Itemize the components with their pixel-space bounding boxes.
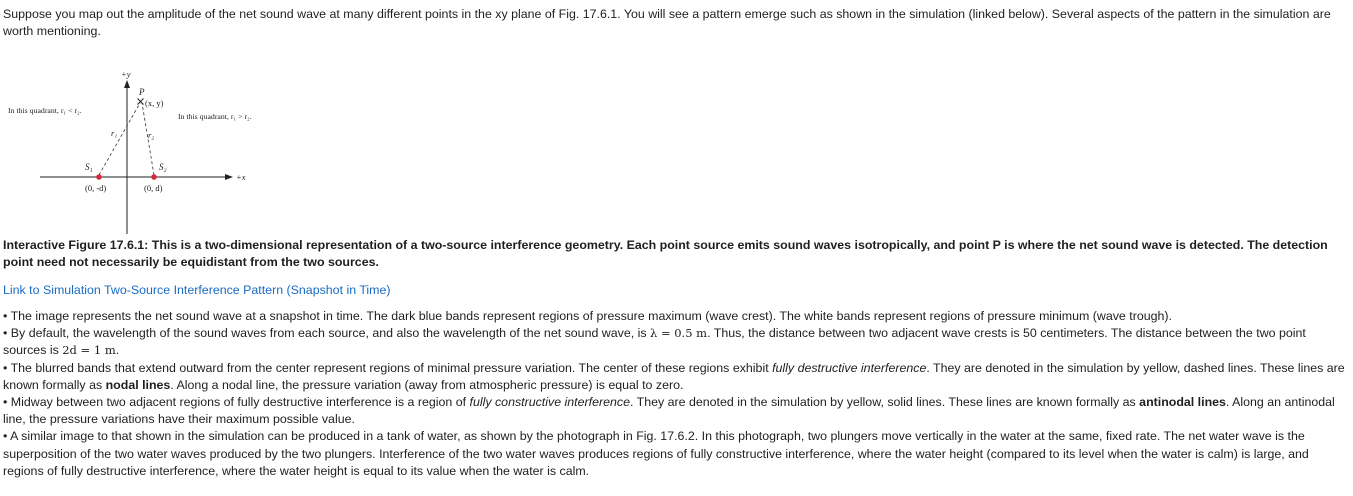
list-item-text: By default, the wavelength of the sound waves from each source, and also the wavelength of the net sound wave, is [10,326,650,341]
list-item [3,360,1350,394]
figure-caption: Interactive Figure 17.6.1: This is a two-dimensional representation of a two-source interference geometry. Each point source emits sound waves isotropically, and point P is where the net sound wave is detected. The detection point need not necessarily be equidistant from the two sources. [3,238,1328,270]
list-item-text: Midway between two adjacent regions of fully destructive interference is a region of [10,395,470,410]
separation-math: 2d = 1 m [62,343,116,358]
s2-label: S₂ [159,162,167,172]
bullet-icon: • [3,326,8,341]
r2-label: r₂ [148,130,155,140]
source-s2-dot [151,174,157,180]
list-item-text: A similar image to that shown in the simulation can be produced in a tank of water, as shown by the photograph in Fig. 17.6.2. In this photograph, two plungers move vertically in the water at the same, fixed rate. The net water wave is the superposition of the two water waves produced by the two plungers. Interference of the two water waves produces regions of fully constructive interference, where the water height (compared to its level when the water is calm) is large, and regions of fully destructive interference, where the water height is equal to its value when the water is calm. [3,429,1309,478]
list-item-text: The blurred bands that extend outward from the center represent regions of minimal pressure variation. The center of these regions exhibit [10,360,773,375]
emphasis-term: fully destructive interference [772,360,927,375]
list-item-text: . They are denoted in the simulation by yellow, dashed lines. These lines are known formally as [3,360,1345,392]
x-axis-arrow [225,174,233,180]
s1-label: S₁ [85,162,93,172]
s2-coords: (0, d) [144,183,163,193]
left-quadrant-note: In this quadrant, r₁ < r₂. [8,106,82,115]
list-item-text: The image represents the net sound wave at a snapshot in time. The dark blue bands represent regions of pressure maximum (wave crest). The white bands represent regions of pressure minimum (wave trough). [10,309,1172,323]
r1-label: r₁ [111,128,118,138]
wavelength-math: λ = 0.5 m [650,326,708,341]
key-term: nodal lines [105,377,171,392]
y-axis-label: +y [121,69,131,79]
x-axis-label: +x [236,172,246,182]
right-quadrant-note: In this quadrant, r₁ > r₂. [178,112,252,121]
bullet-icon: • [3,309,8,323]
two-source-diagram [0,66,300,238]
point-p-coords: (x, y) [145,98,164,108]
list-item-text: . Along an antinodal line, the pressure variations have their maximum possible value. [3,395,1335,427]
simulation-link[interactable]: Link to Simulation Two-Source Interference Pattern (Snapshot in Time) [3,283,391,297]
list-item-text: . They are denoted in the simulation by yellow, solid lines. These lines are known formally as [629,395,1140,410]
y-axis-arrow [124,80,130,88]
key-term: antinodal lines [1139,395,1226,410]
list-item [3,325,1350,359]
figure-17-6-1 [0,66,300,238]
list-item [3,428,1350,480]
list-item-text: . Thus, the distance between two adjacent wave crests is 50 centimeters. The distance between the two point sources is [3,326,1306,358]
point-p-label: P [139,87,145,97]
bullet-icon: • [3,429,8,444]
intro-paragraph: Suppose you map out the amplitude of the net sound wave at many different points in the xy plane of Fig. 17.6.1. You will see a pattern emerge such as shown in the simulation (linked below). Several aspects of the pattern in the simulation are worth mentioning. [3,7,1331,39]
r1-line [99,103,140,175]
bullet-icon: • [3,360,8,375]
s1-coords: (0, -d) [85,183,107,193]
list-item [3,308,1350,325]
list-item-text: . [115,343,120,358]
list-item-text: . Along a nodal line, the pressure variation (away from atmospheric pressure) is equal to zero. [170,377,684,392]
bullet-list [3,308,1350,480]
emphasis-term: fully constructive interference [469,395,630,410]
source-s1-dot [96,174,102,180]
bullet-icon: • [3,395,8,410]
list-item [3,394,1350,428]
